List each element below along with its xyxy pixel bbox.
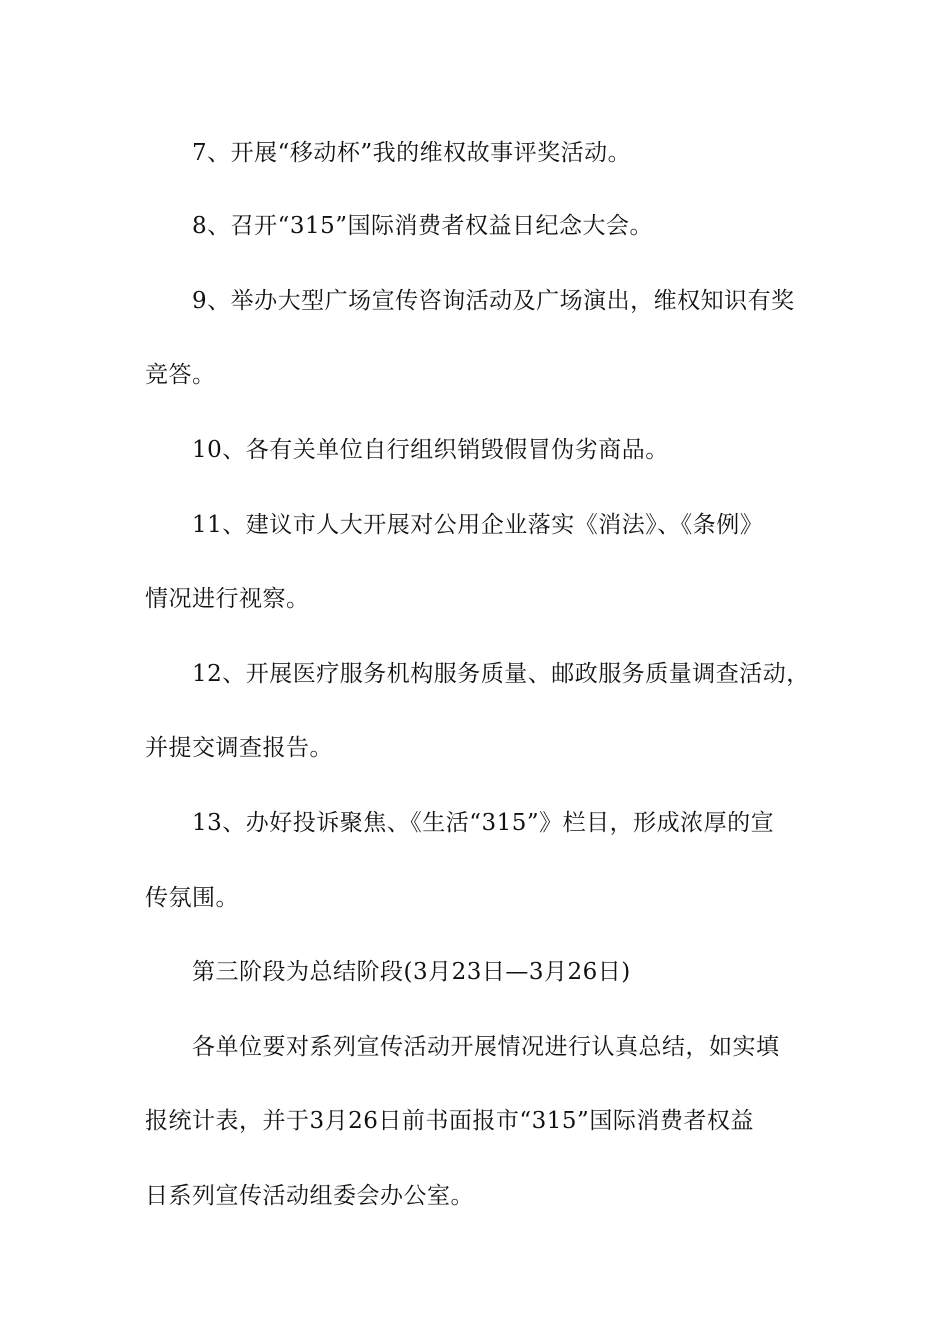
item-9-line-2: 竞答。 bbox=[145, 362, 216, 388]
item-7-line: 7、开展“移动杯”我的维权故事评奖活动。 bbox=[192, 140, 632, 166]
item-10-line: 10、各有关单位自行组织销毁假冒伪劣商品。 bbox=[192, 437, 669, 463]
summary-paragraph-line-2: 报统计表，并于3月26日前书面报市“315”国际消费者权益 bbox=[145, 1108, 754, 1134]
item-13-line-2: 传氛围。 bbox=[145, 885, 239, 911]
item-9-line-1: 9、举办大型广场宣传咨询活动及广场演出，维权知识有奖 bbox=[192, 288, 795, 314]
summary-paragraph-line-1: 各单位要对系列宣传活动开展情况进行认真总结，如实填 bbox=[192, 1034, 780, 1060]
summary-paragraph-line-3: 日系列宣传活动组委会办公室。 bbox=[145, 1183, 474, 1209]
item-12-line-1: 12、开展医疗服务机构服务质量、邮政服务质量调查活动， bbox=[192, 661, 810, 687]
item-13-line-1: 13、办好投诉聚焦、《生活“315”》栏目，形成浓厚的宣 bbox=[192, 810, 775, 836]
item-11-line-2: 情况进行视察。 bbox=[145, 586, 310, 612]
item-8-line: 8、召开“315”国际消费者权益日纪念大会。 bbox=[192, 213, 654, 239]
item-12-line-2: 并提交调查报告。 bbox=[145, 735, 333, 761]
stage-three-heading: 第三阶段为总结阶段(3月23日—3月26日) bbox=[192, 959, 631, 985]
item-11-line-1: 11、建议市人大开展对公用企业落实《消法》、《条例》 bbox=[192, 512, 764, 538]
